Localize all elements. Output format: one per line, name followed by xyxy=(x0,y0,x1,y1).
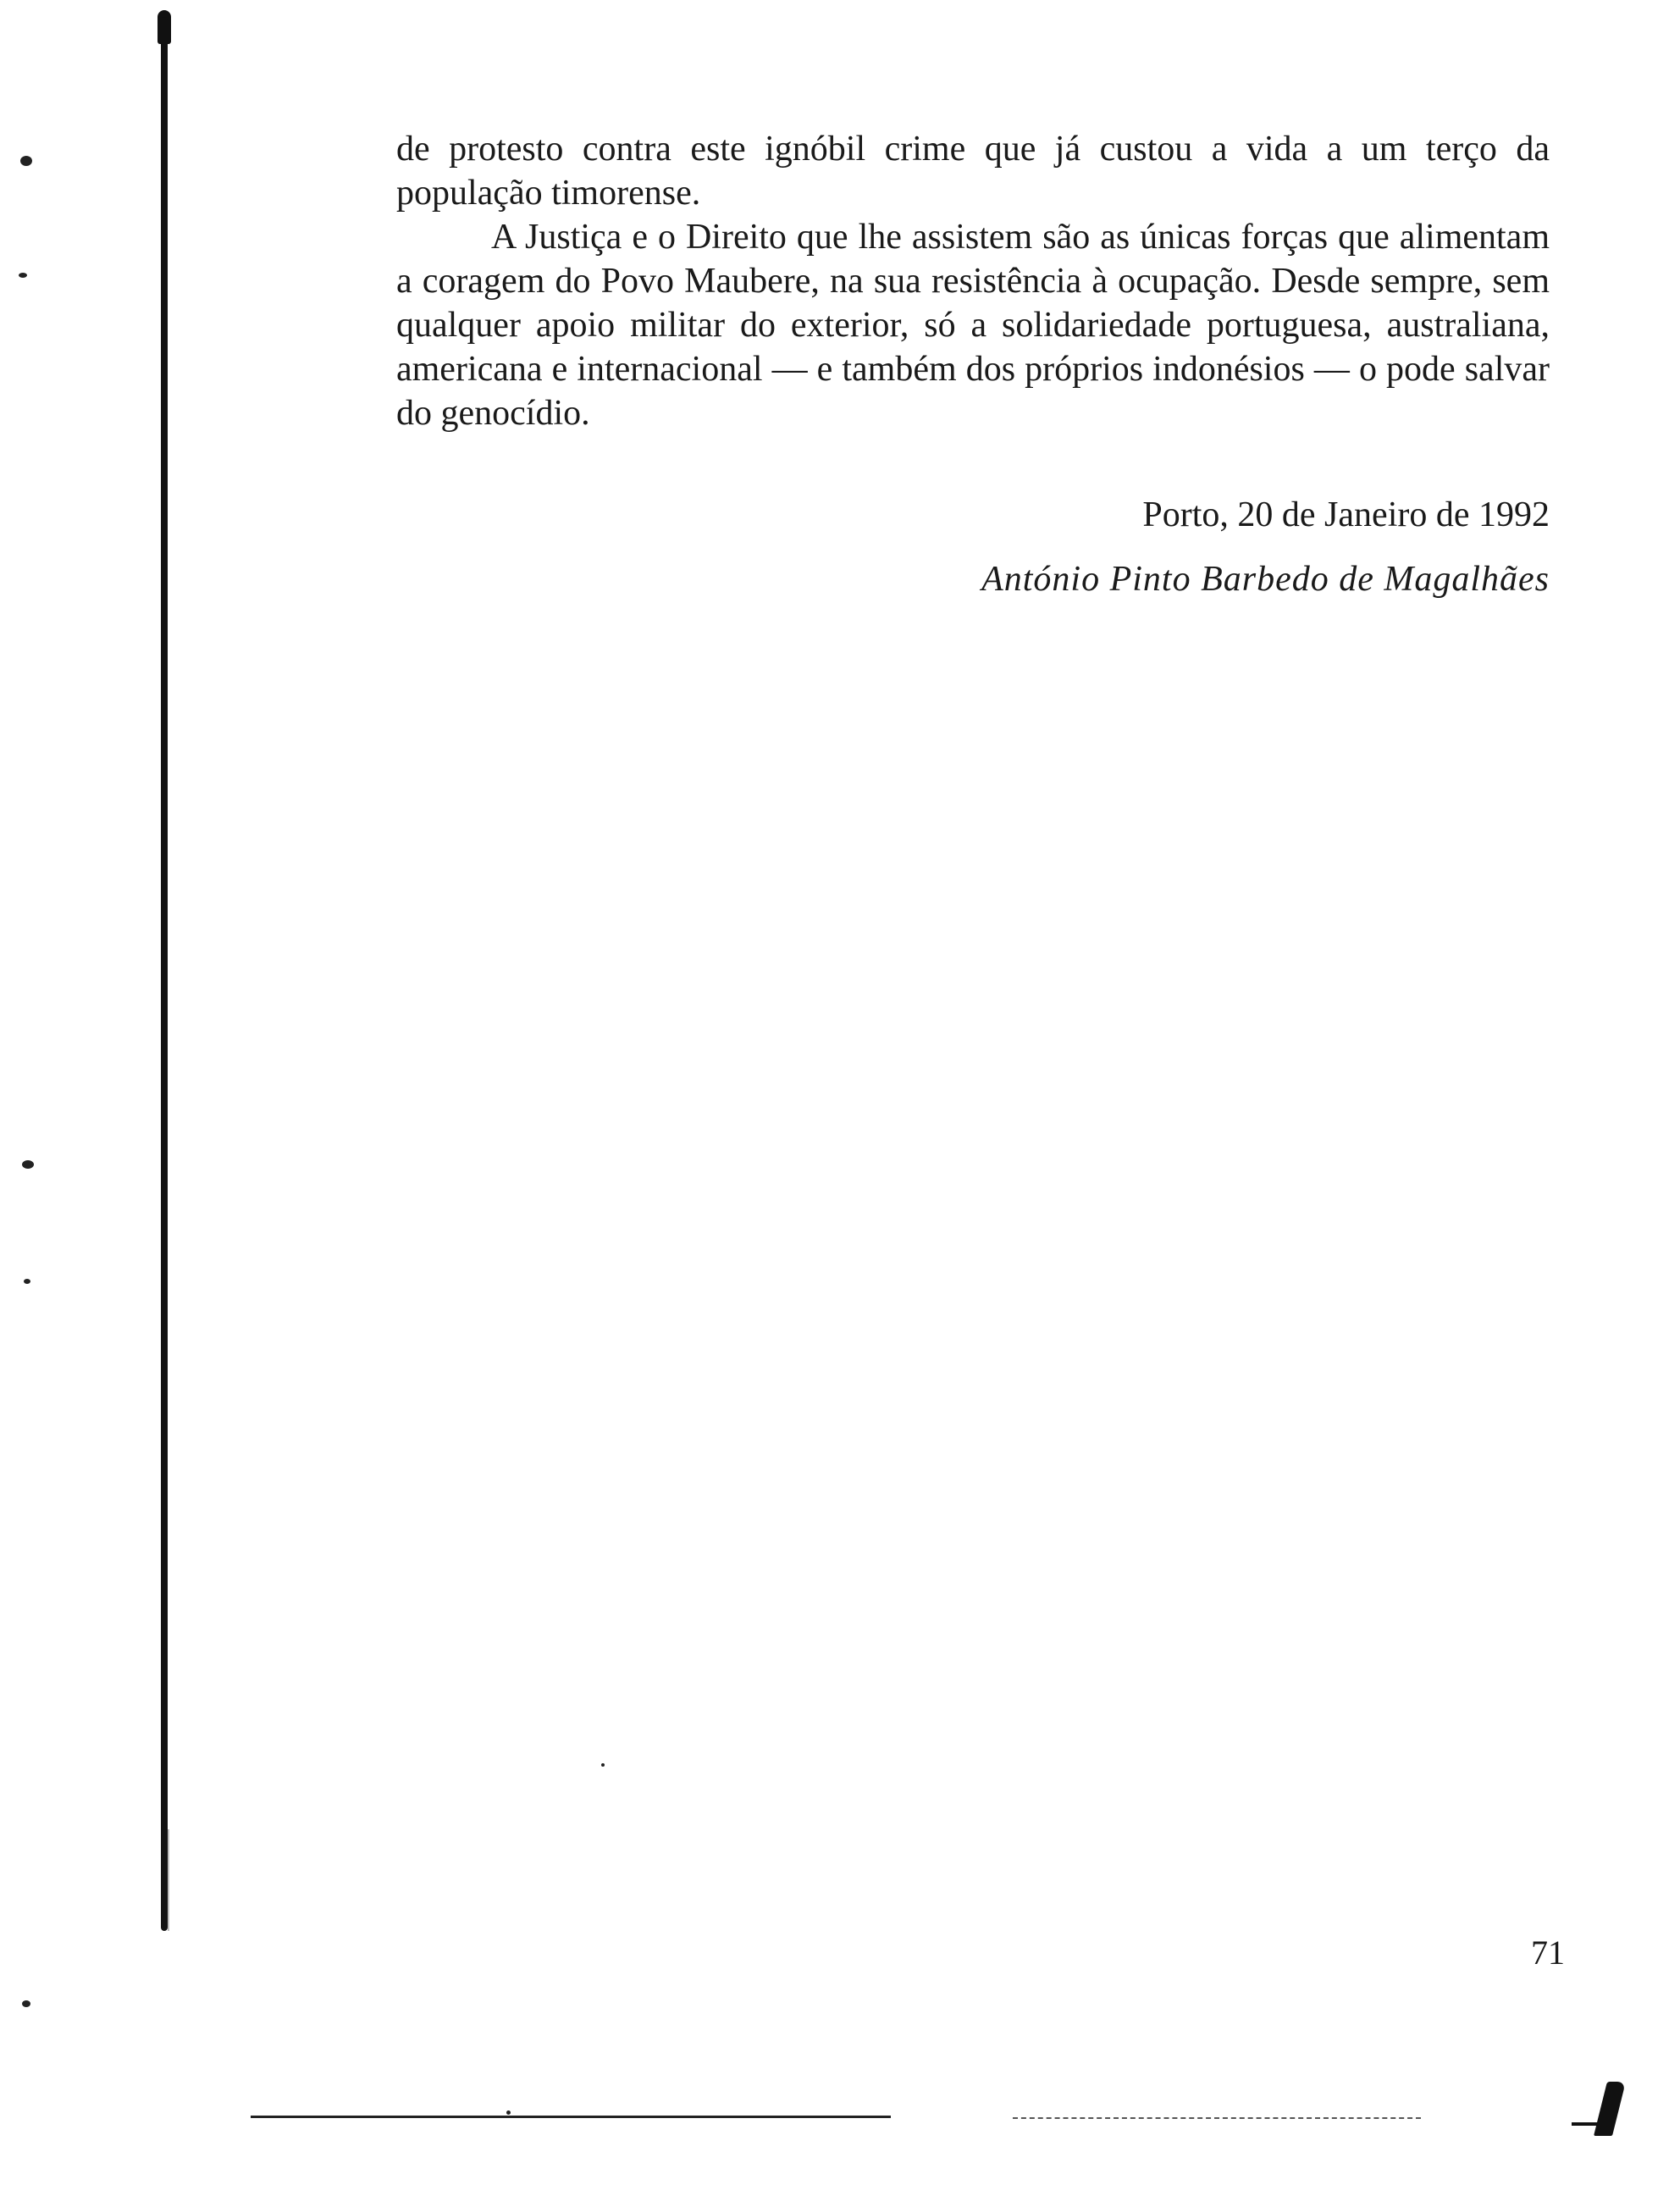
author-signature: António Pinto Barbedo de Magalhães xyxy=(981,560,1550,599)
scan-speck xyxy=(506,2110,511,2115)
scan-speck xyxy=(601,1763,605,1767)
scan-speck xyxy=(20,156,32,166)
scan-speck xyxy=(22,2000,30,2007)
page-number: 71 xyxy=(1531,1933,1565,1972)
binding-shadow-line xyxy=(161,17,168,1931)
paragraph-continuation: de protesto contra este ignóbil crime que já custou a vida a um terço da população timorense. xyxy=(396,130,1550,213)
body-text xyxy=(396,127,1550,435)
scan-speck xyxy=(24,1279,30,1284)
corner-mark xyxy=(1594,2082,1626,2136)
scan-speck xyxy=(22,1160,34,1169)
scan-speck xyxy=(19,273,27,278)
place-date: Porto, 20 de Janeiro de 1992 xyxy=(1142,495,1550,534)
binding-faint-line xyxy=(168,1829,169,1931)
paragraph-justice: A Justiça e o Direito que lhe assistem são as únicas forças que alimentam a coragem do Povo Maubere, na sua resistência à ocupação. Desde sempre, sem qualquer apoio militar do exterior, só a solidariedade portuguesa, australiana, americana e internacional — e também dos próprios indonésios — o pode salvar do genocídio. xyxy=(396,218,1550,433)
bottom-rule-left xyxy=(251,2116,891,2118)
bottom-rule-right xyxy=(1013,2117,1421,2119)
